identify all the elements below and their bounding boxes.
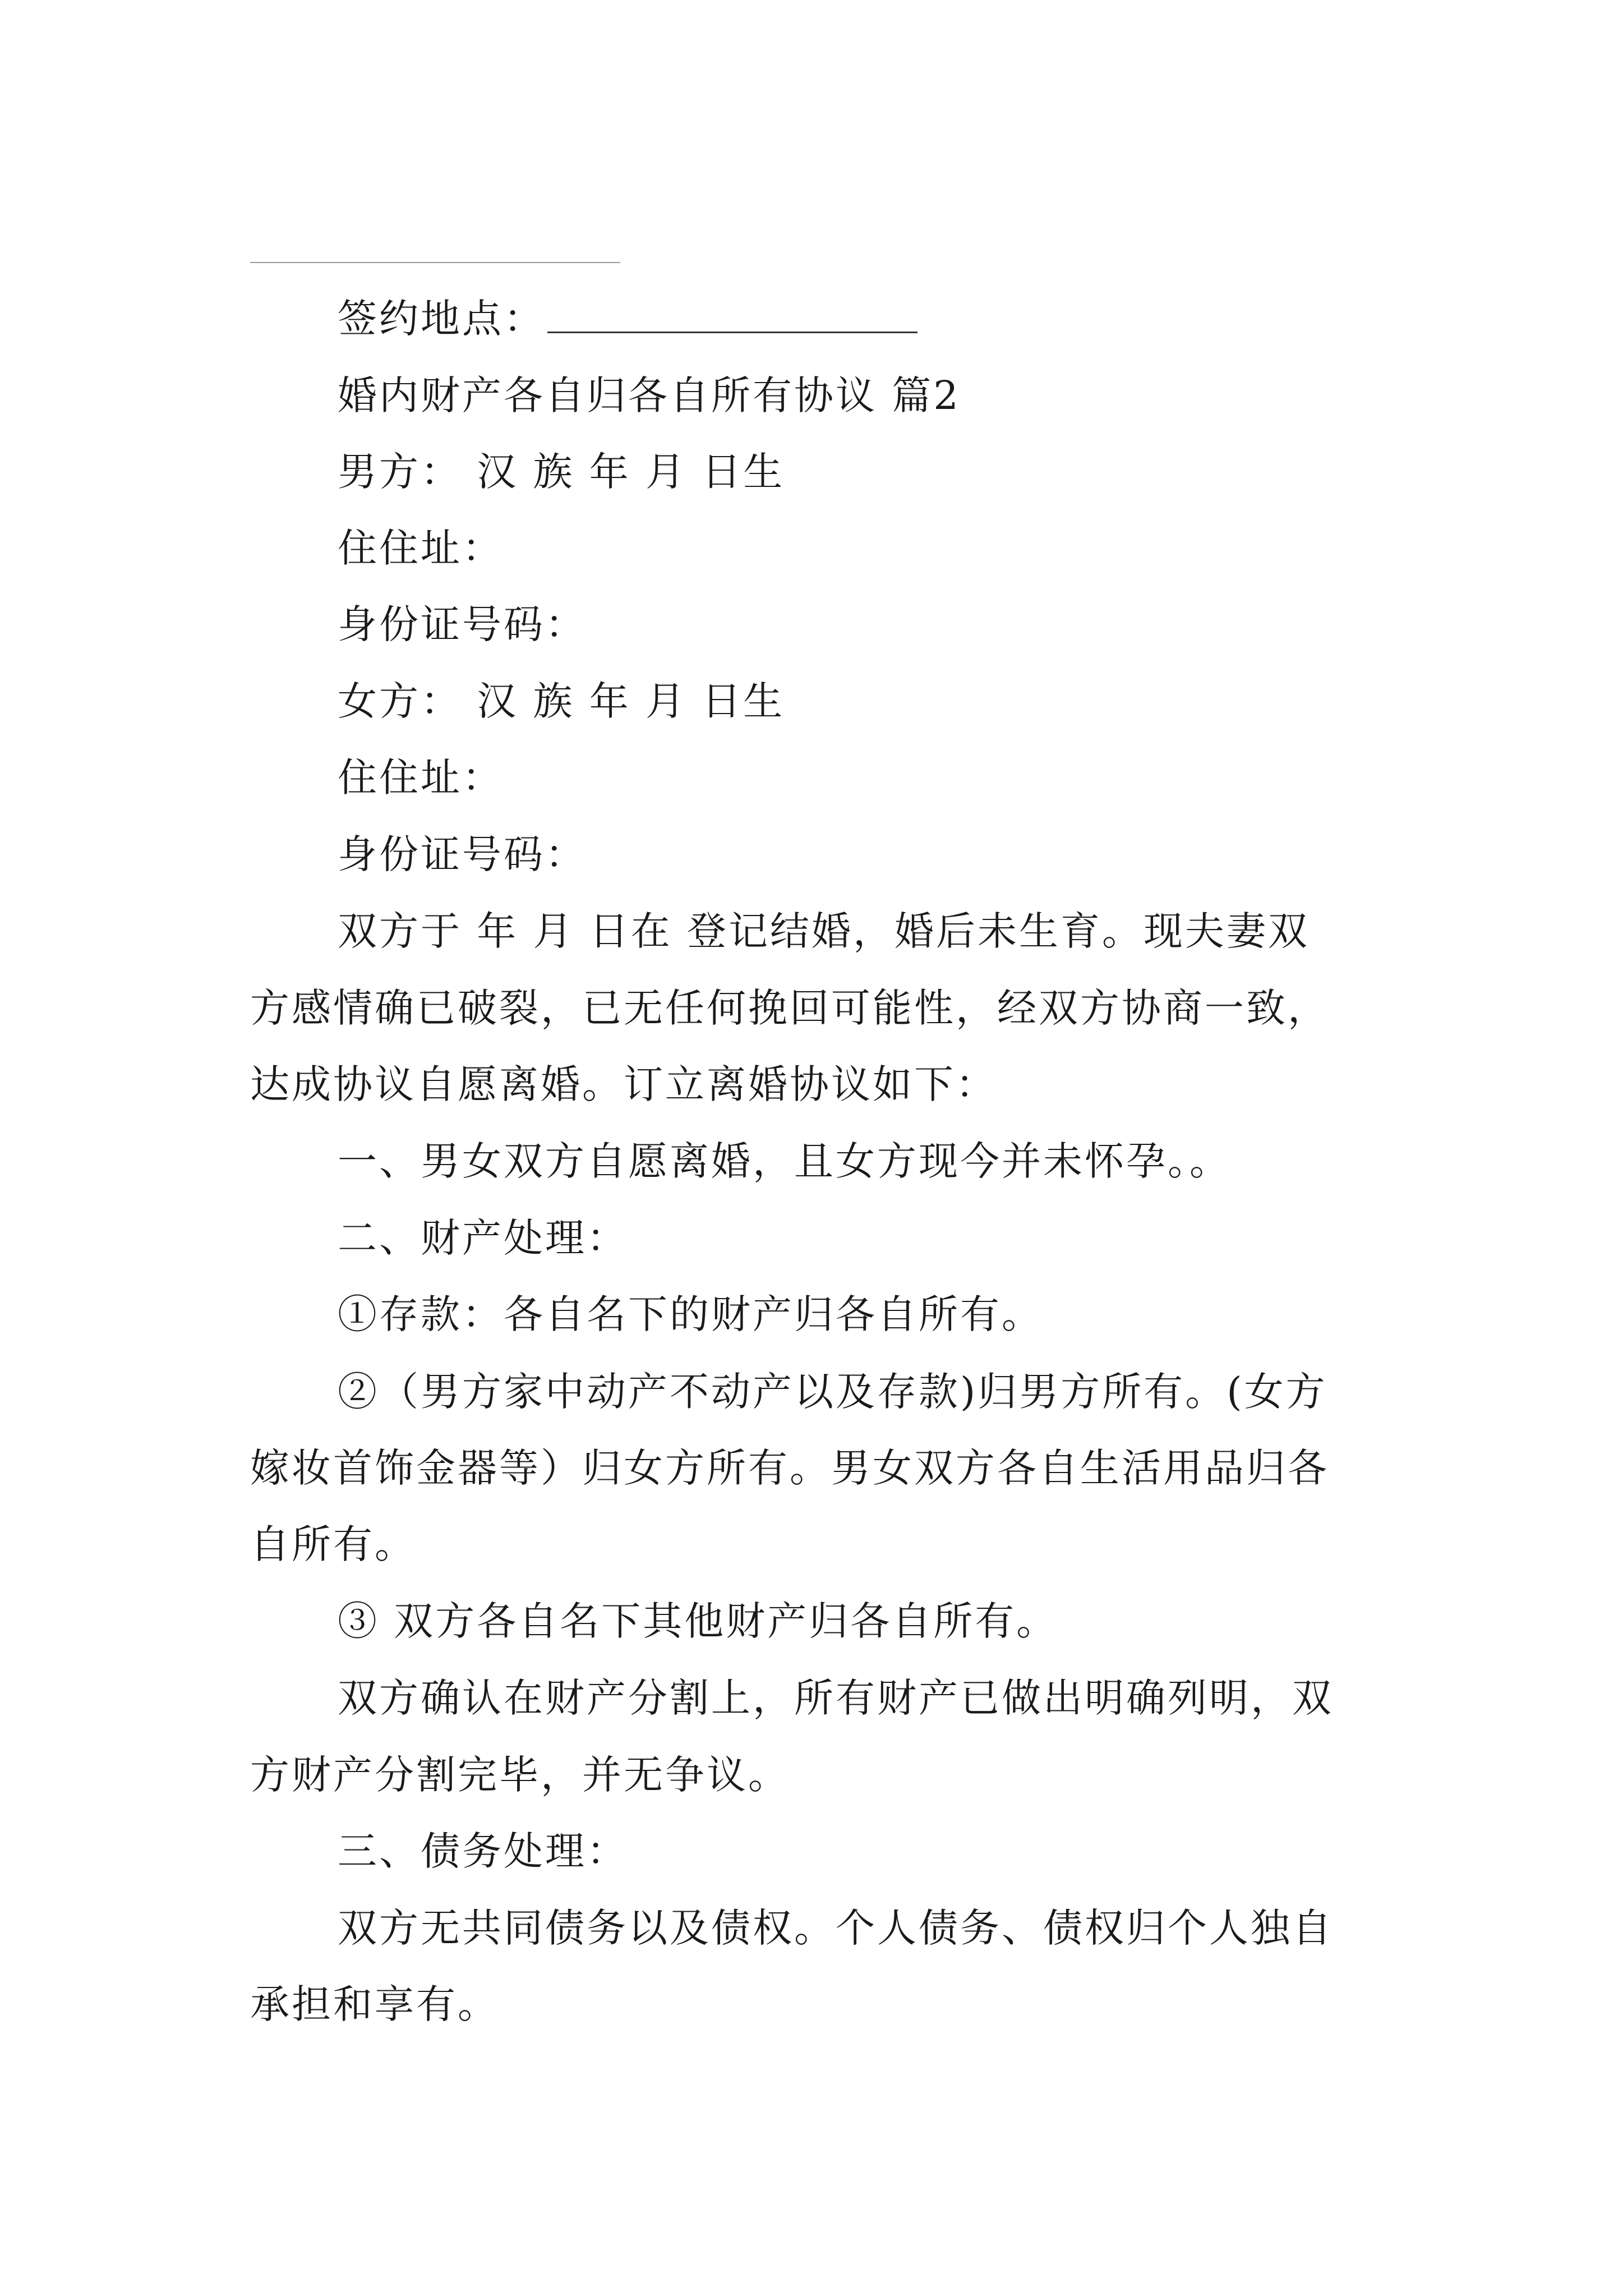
signing-place-label: 签约地点：: [338, 296, 545, 342]
female-party-line: 女方： 汉 族 年 月 日生: [338, 678, 785, 724]
paragraph-line: 嫁妆首饰金器等）归女方所有。男女双方各自生活用品归各: [250, 1445, 1329, 1491]
paragraph-line: 双方确认在财产分割上，所有财产已做出明确列明，双: [338, 1675, 1334, 1721]
signing-place-blank: [547, 332, 917, 333]
clause-one: 一、男女双方自愿离婚，且女方现今并未怀孕。。: [338, 1138, 1231, 1184]
male-id-line: 身份证号码：: [338, 601, 587, 647]
clause-two-item-3: ③ 双方各自名下其他财产归各自所有。: [338, 1598, 1058, 1644]
male-address-line: 住住址：: [338, 525, 504, 571]
female-id-line: 身份证号码：: [338, 831, 587, 877]
paragraph-line: 自所有。: [250, 1521, 416, 1567]
paragraph-line: 双方无共同债务以及债权。个人债务、债权归个人独自: [338, 1905, 1334, 1951]
section-title: 婚内财产各自归各自所有协议 篇2: [338, 372, 961, 418]
paragraph-line: 方财产分割完毕，并无争议。: [250, 1752, 790, 1798]
top-divider-line: [250, 262, 620, 263]
clause-two-item-1: ①存款：各自名下的财产归各自所有。: [338, 1291, 1043, 1337]
paragraph-line: 双方于 年 月 日在 登记结婚，婚后未生育。现夫妻双: [338, 908, 1310, 954]
clause-two-heading: 二、财产处理：: [338, 1215, 628, 1261]
signing-place-line: [250, 296, 1389, 341]
paragraph-line: 方感情确已破裂，已无任何挽回可能性，经双方协商一致，: [250, 985, 1329, 1031]
male-party-line: 男方： 汉 族 年 月 日生: [338, 449, 785, 495]
clause-two-item-2: ②（男方家中动产不动产以及存款)归男方所有。(女方: [338, 1369, 1327, 1415]
clause-three-heading: 三、债务处理：: [338, 1828, 628, 1874]
paragraph-line: 达成协议自愿离婚。订立离婚协议如下：: [250, 1061, 997, 1107]
paragraph-line: 承担和享有。: [250, 1981, 499, 2027]
female-address-line: 住住址：: [338, 754, 504, 800]
